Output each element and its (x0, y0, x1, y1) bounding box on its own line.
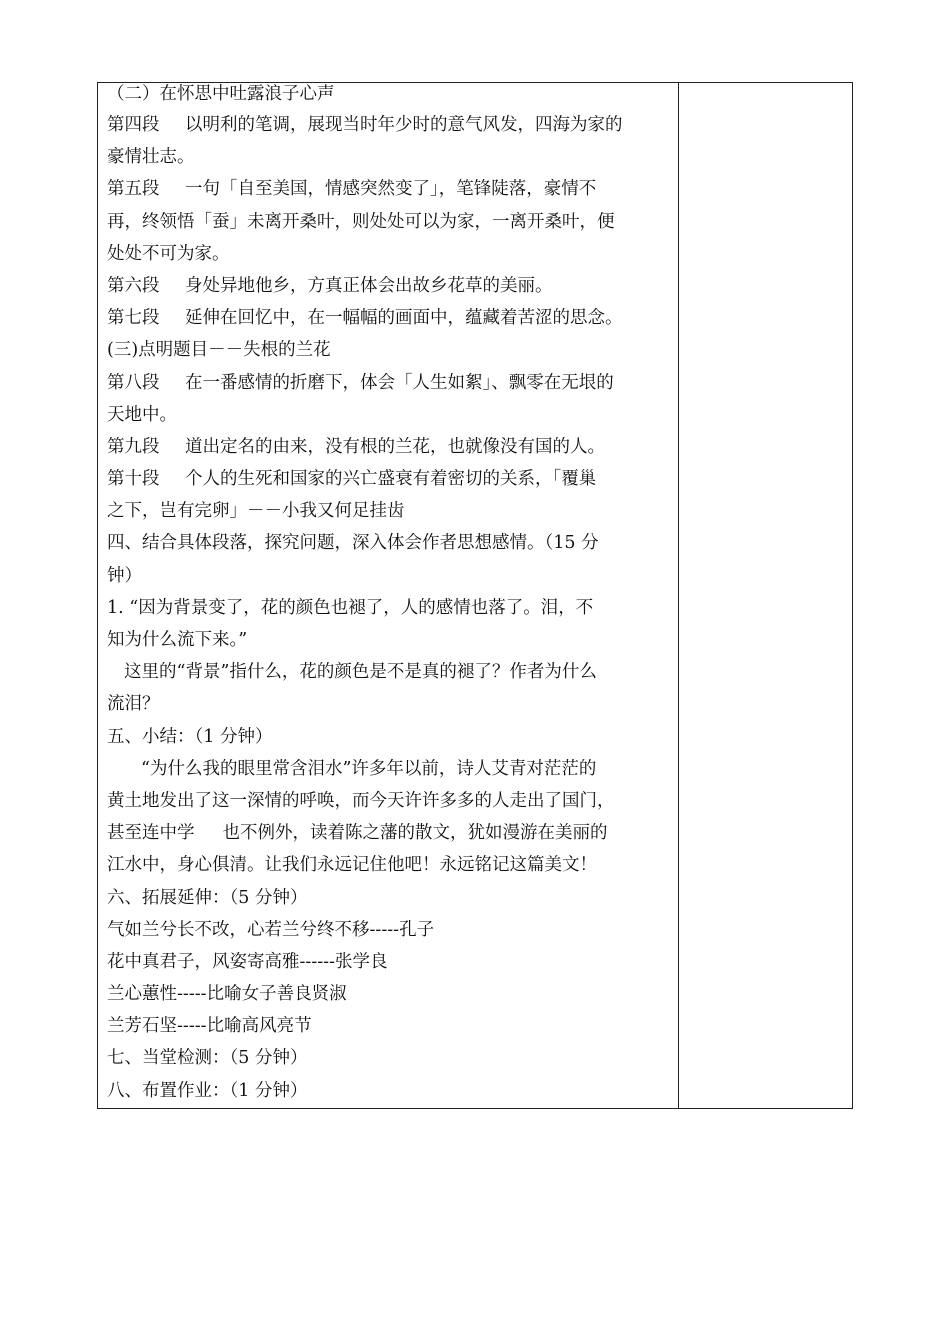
summary-text: “为什么我的眼里常含泪水”许多年以前，诗人艾青对茫茫的 (141, 758, 597, 779)
paragraph-label: 第十段 (107, 469, 160, 490)
section-heading-5: 五、小结：（1 分钟） (107, 726, 273, 747)
text-line (107, 173, 672, 205)
question-1: 1. “因为背景变了，花的颜色也褪了，人的感情也落了。泪，不 (107, 597, 594, 618)
lesson-table (97, 82, 853, 1109)
text-line: 天地中。 (107, 404, 177, 425)
paragraph-label: 第五段 (107, 179, 160, 200)
text-line (107, 302, 672, 334)
quote-line: 气如兰兮长不改，心若兰兮终不移-----孔子 (107, 919, 435, 940)
paragraph-text: 在一番感情的折磨下，体会「人生如絮」、飘零在无垠的 (185, 372, 614, 393)
text-line: 钟） (107, 565, 142, 586)
content-cell (98, 83, 679, 1108)
text-line: 再，终领悟「蚕」未离开桑叶，则处处可以为家，一离开桑叶，便 (107, 211, 615, 232)
paragraph-label: 第七段 (107, 308, 160, 329)
quote-line: 兰芳石坚-----比喻高风亮节 (107, 1016, 312, 1037)
paragraph-text: 个人的生死和国家的兴亡盛衰有着密切的关系，「覆巢 (185, 469, 597, 490)
section-heading-2: （二）在怀思中吐露浪子心声 (107, 84, 335, 104)
text-line (107, 109, 672, 141)
question-prompt: 这里的“背景”指什么，花的颜色是不是真的褪了？作者为什么 (124, 662, 597, 683)
section-heading-8: 八、布置作业：（1 分钟） (107, 1080, 308, 1101)
paragraph-text: 一句「自至美国，情感突然变了」，笔锋陡落，豪情不 (185, 179, 597, 200)
section-heading-7: 七、当堂检测：（5 分钟） (107, 1048, 308, 1069)
text-fragment: 也不例外，读着陈之藩的散文，犹如漫游在美丽的 (222, 823, 608, 844)
text-line: 知为什么流下来。” (107, 630, 248, 650)
paragraph-text: 身处异地他乡，方真正体会出故乡花草的美丽。 (185, 275, 553, 296)
text-line: 之下，岂有完卵」－－小我又何足挂齿 (107, 501, 405, 522)
paragraph-label: 第九段 (107, 436, 160, 457)
quote-line: 花中真君子，风姿寄高雅------张学良 (107, 951, 388, 972)
text-line (107, 431, 672, 463)
text-line (107, 270, 672, 302)
paragraph-text: 道出定名的由来，没有根的兰花，也就像没有国的人。 (185, 436, 605, 457)
paragraph-label: 第八段 (107, 372, 160, 393)
section-heading-3: (三)点明题目－－失根的兰花 (107, 340, 331, 361)
text-line: 处处不可为家。 (107, 243, 230, 264)
text-line (107, 817, 672, 849)
paragraph-text: 以明利的笔调，展现当时年少时的意气风发，四海为家的 (185, 115, 623, 135)
text-line: 黄土地发出了这一深情的呼唤，而今天许许多多的人走出了国门， (107, 790, 615, 811)
text-line (107, 463, 672, 495)
text-line: 豪情壮志。 (107, 147, 195, 168)
text-line (107, 367, 672, 399)
section-heading-6: 六、拓展延伸：（5 分钟） (107, 887, 308, 908)
text-line: 江水中，身心俱清。让我们永远记住他吧！永远铭记这篇美文！ (107, 855, 597, 876)
quote-line: 兰心蕙性-----比喻女子善良贤淑 (107, 984, 347, 1005)
paragraph-label: 第四段 (107, 115, 160, 135)
text-fragment: 甚至连中学 (107, 823, 195, 844)
text-line: 流泪？ (107, 694, 160, 715)
paragraph-text: 延伸在回忆中，在一幅幅的画面中，蕴藏着苦涩的思念。 (185, 308, 623, 329)
notes-cell (679, 83, 852, 1108)
section-heading-4: 四、结合具体段落，探究问题，深入体会作者思想感情。（15 分 (107, 533, 599, 554)
paragraph-label: 第六段 (107, 275, 160, 296)
